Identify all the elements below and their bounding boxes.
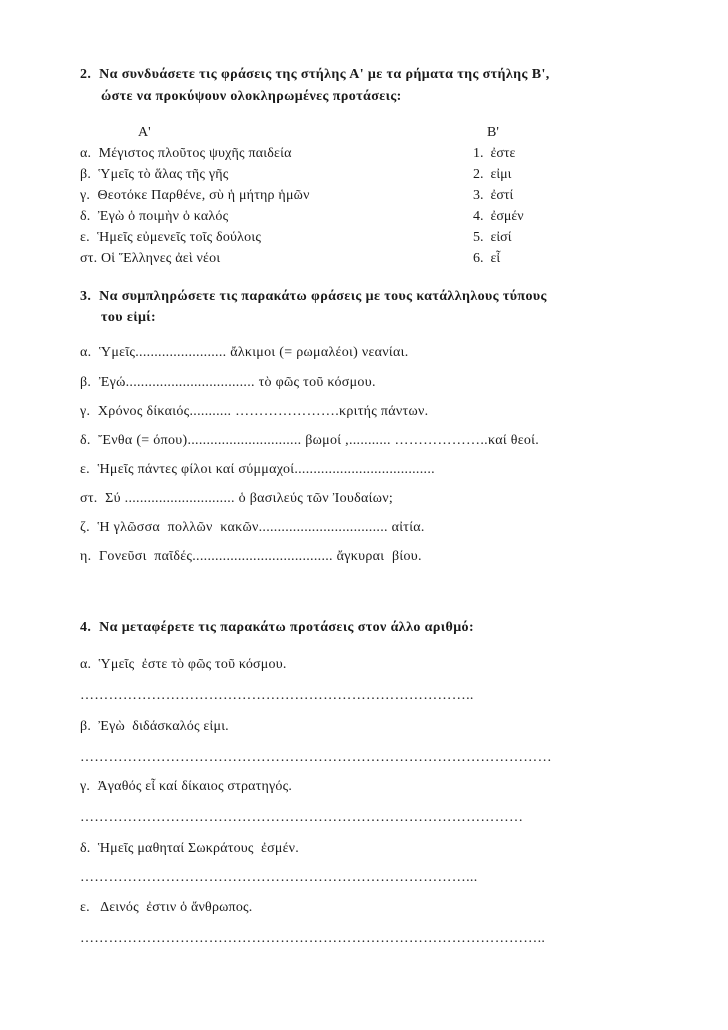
answer-line[interactable]: ……………………………………………………………………………………… — [80, 750, 552, 765]
answer-line[interactable]: ………………………………………………………………………... — [80, 870, 478, 885]
answer-line[interactable]: …………………………………………………………………………………….. — [80, 931, 546, 946]
transform-sentence: ε. Δεινός ἐστιν ὁ ἄνθρωπος. — [80, 900, 253, 915]
column-a-item: β. Ὑμεῖς τὸ ἅλας τῆς γῆς — [80, 167, 229, 182]
exercise-4-heading: 4. Να μεταφέρετε τις παρακάτω προτάσεις στον άλλο αριθμό: — [80, 620, 475, 635]
column-a-item: γ. Θεοτόκε Παρθένε, σὺ ἡ μήτηρ ἡμῶν — [80, 188, 310, 203]
fill-in-sentence[interactable]: γ. Χρόνος δίκαιός........... ………………….κριτής πάντων. — [80, 404, 429, 419]
column-a-item: στ. Οἱ Ἕλληνες ἀεὶ νέοι — [80, 251, 221, 266]
fill-in-sentence[interactable]: ε. Ἡμεῖς πάντες φίλοι καί σύμμαχοί..................................... — [80, 462, 435, 477]
fill-in-sentence[interactable]: β. Ἐγώ.................................. τὸ φῶς τοῦ κόσμου. — [80, 375, 376, 390]
fill-in-sentence[interactable]: α. Ὑμεῖς........................ ἄλκιμοι (= ρωμαλέοι) νεανίαι. — [80, 345, 409, 360]
exercise-3-heading-line1: 3. Να συμπληρώσετε τις παρακάτω φράσεις με τους κατάλληλους τύπους — [80, 289, 547, 304]
column-a-header: Α' — [138, 125, 151, 140]
exercise-3-heading-line2: του εἰμί: — [101, 310, 157, 325]
fill-in-sentence[interactable]: η. Γονεῦσι παῖδές..................................... ἄγκυραι βίου. — [80, 549, 422, 564]
fill-in-sentence[interactable]: στ. Σύ ............................. ὁ βασιλεύς τῶν Ἰουδαίων; — [80, 491, 394, 506]
column-b-item: 3. ἐστί — [473, 188, 514, 203]
transform-sentence: β. Ἐγὼ διδάσκαλός εἰμι. — [80, 719, 229, 734]
column-b-header: Β' — [487, 125, 499, 140]
answer-line[interactable]: ………………………………………………………………………………… — [80, 810, 524, 825]
column-b-item: 2. εἰμι — [473, 167, 512, 182]
transform-sentence: α. Ὑμεῖς ἐστε τὸ φῶς τοῦ κόσμου. — [80, 657, 287, 672]
column-b-item: 6. εἶ — [473, 251, 501, 266]
transform-sentence: γ. Ἀγαθός εἶ καί δίκαιος στρατηγός. — [80, 779, 293, 794]
column-a-item: ε. Ἡμεῖς εὐμενεῖς τοῖς δούλοις — [80, 230, 262, 245]
exercise-2-heading-line1: 2. Να συνδυάσετε τις φράσεις της στήλης Α' με τα ρήματα της στήλης Β', — [80, 67, 550, 82]
fill-in-sentence[interactable]: δ. Ἔνθα (= όπου).............................. βωμοί ,........... ………………..καί θεοί. — [80, 433, 540, 448]
column-b-item: 5. εἰσί — [473, 230, 512, 245]
exercise-2-heading-line2: ώστε να προκύψουν ολοκληρωμένες προτάσεις: — [101, 89, 402, 104]
column-b-item: 4. ἐσμέν — [473, 209, 524, 224]
fill-in-sentence[interactable]: ζ. Ἡ γλῶσσα πολλῶν κακῶν.................................. αἰτία. — [80, 520, 425, 535]
answer-line[interactable]: ……………………………………………………………………….. — [80, 688, 474, 703]
column-b-item: 1. ἐστε — [473, 146, 516, 161]
transform-sentence: δ. Ἡμεῖς μαθηταί Σωκράτους ἐσμέν. — [80, 841, 299, 856]
column-a-item: δ. Ἐγὼ ὁ ποιμὴν ὁ καλός — [80, 209, 229, 224]
column-a-item: α. Μέγιστος πλοῦτος ψυχῆς παιδεία — [80, 146, 292, 161]
